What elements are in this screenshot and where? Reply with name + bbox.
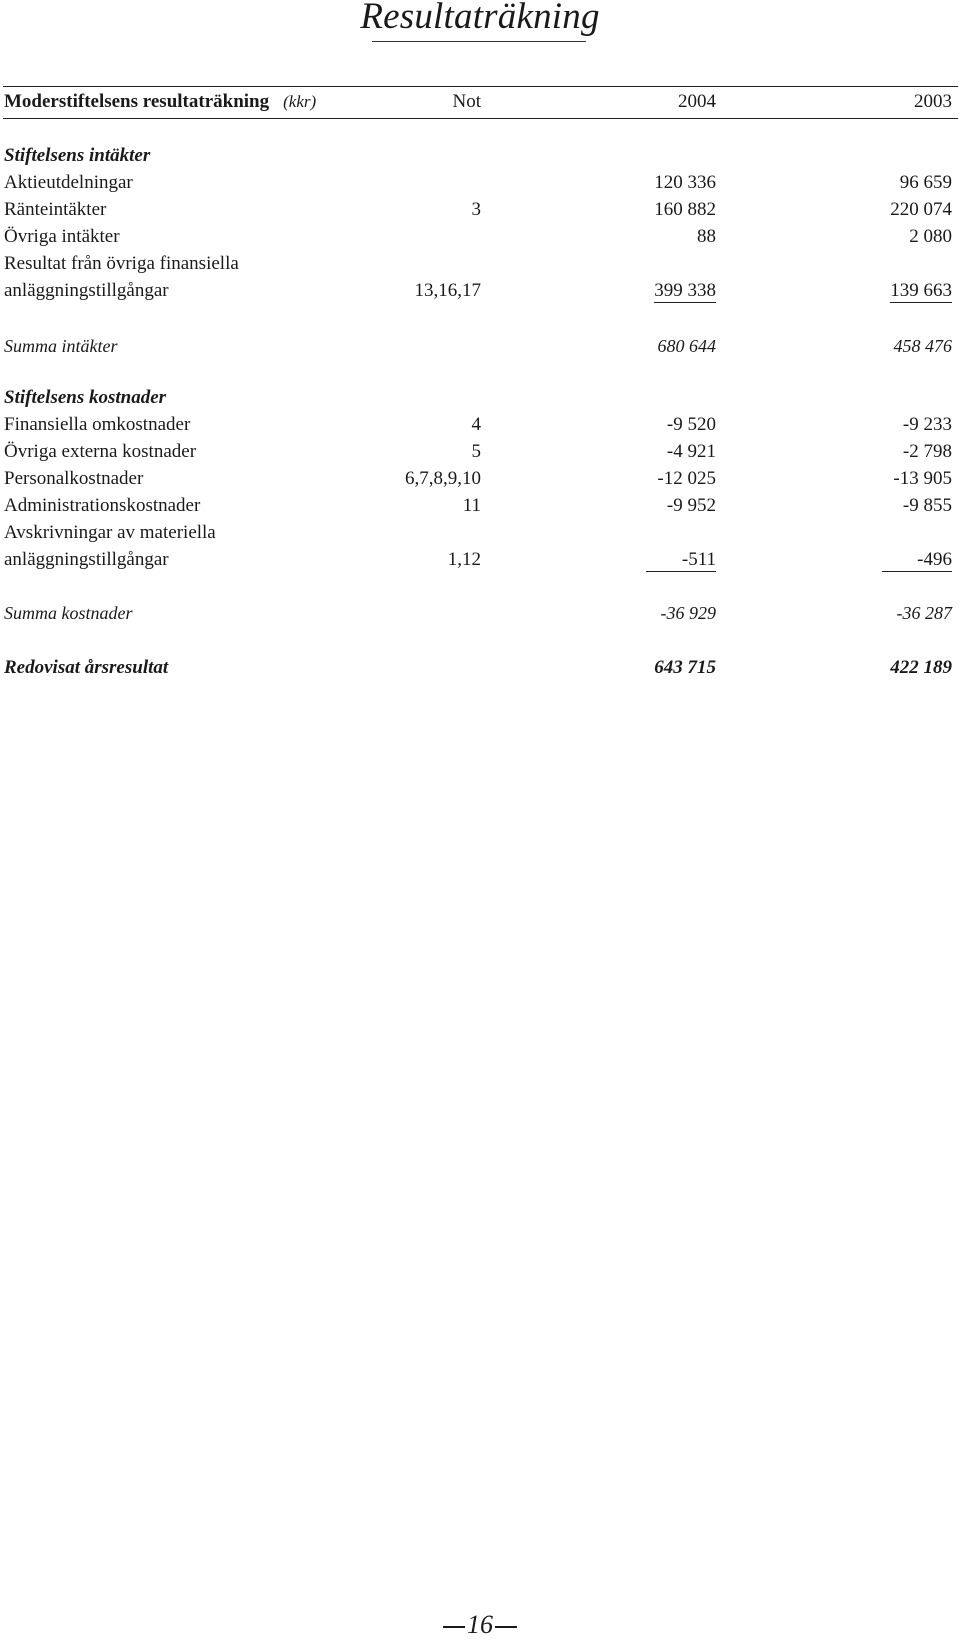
- table-row: [0, 251, 960, 277]
- row-label: anläggningstillgångar: [4, 549, 169, 570]
- row-value-2004: 88: [697, 226, 716, 247]
- table-row: [0, 439, 960, 465]
- row-value-2003: 96 659: [899, 172, 952, 193]
- costs-sum-2004: -36 929: [660, 603, 716, 623]
- note-column-header: Not: [452, 91, 481, 112]
- row-label: anläggningstillgångar: [4, 280, 169, 301]
- row-label: Resultat från övriga finansiella: [4, 253, 239, 274]
- row-value-2004: -9 520: [666, 414, 716, 435]
- page-number-text: 16: [467, 1610, 493, 1639]
- row-label: Ränteintäkter: [4, 199, 107, 220]
- dash-right: [495, 1626, 517, 1628]
- costs-sum-label: Summa kostnader: [4, 603, 133, 623]
- costs-section-title: Stiftelsens kostnader: [4, 387, 167, 408]
- page-title: Resultaträkning: [360, 0, 600, 37]
- row-note: 11: [462, 495, 481, 516]
- row-note: 6,7,8,9,10: [405, 468, 481, 489]
- row-label: Aktieutdelningar: [4, 172, 133, 193]
- income-section-title: Stiftelsens intäkter: [4, 145, 151, 166]
- row-value-2004: 160 882: [654, 199, 716, 220]
- row-value-2004: -511: [646, 547, 716, 573]
- income-section: [0, 143, 960, 169]
- row-value-2004: -4 921: [666, 441, 716, 462]
- row-value-2004: 399 338: [654, 280, 716, 301]
- income-sum-row: [0, 333, 960, 359]
- row-value-2003: -496: [882, 547, 952, 573]
- table-header-title: Moderstiftelsens resultaträkning (kkr): [4, 91, 317, 112]
- row-label: Övriga intäkter: [4, 226, 120, 247]
- row-label: Personalkostnader: [4, 468, 144, 489]
- title-underline: [372, 41, 586, 42]
- table-row: [0, 224, 960, 250]
- costs-sum-2003: -36 287: [896, 603, 952, 623]
- page-number: [0, 1612, 960, 1638]
- row-note: 3: [471, 199, 481, 220]
- row-value-2003: -2 798: [902, 441, 952, 462]
- row-value-2003: 220 074: [890, 199, 952, 220]
- row-value-2004: 120 336: [654, 172, 716, 193]
- table-header: [0, 89, 960, 115]
- row-note: 1,12: [447, 549, 481, 570]
- unit-label: (kkr): [283, 92, 317, 111]
- result-label: Redovisat årsresultat: [4, 657, 169, 678]
- result-2004: 643 715: [654, 657, 716, 678]
- row-value-2003: 2 080: [909, 226, 952, 247]
- table-row: [0, 170, 960, 196]
- row-label: Administrationskostnader: [4, 495, 201, 516]
- row-value-2004: -12 025: [657, 468, 716, 489]
- income-sum-label: Summa intäkter: [4, 336, 118, 356]
- costs-section: [0, 385, 960, 411]
- row-note: 13,16,17: [414, 280, 481, 301]
- table-row: [0, 547, 960, 573]
- row-note: 4: [471, 414, 481, 435]
- table-row: [0, 278, 960, 304]
- row-value-2004: -9 952: [666, 495, 716, 516]
- table-row: [0, 493, 960, 519]
- table-row: [0, 197, 960, 223]
- costs-sum-row: [0, 600, 960, 626]
- row-value-2003: -13 905: [893, 468, 952, 489]
- row-value-2003: -9 233: [902, 414, 952, 435]
- table-row: [0, 466, 960, 492]
- row-note: 5: [471, 441, 481, 462]
- result-row: [0, 655, 960, 681]
- table-row: [0, 412, 960, 438]
- row-value-2003: -9 855: [902, 495, 952, 516]
- row-label: Avskrivningar av materiella: [4, 522, 216, 543]
- header-top-rule: [3, 86, 958, 87]
- row-label: Finansiella omkostnader: [4, 414, 191, 435]
- year-2003-header: 2003: [914, 91, 952, 112]
- table-row: [0, 520, 960, 546]
- header-bottom-rule: [3, 118, 958, 119]
- row-value-2003: 139 663: [890, 280, 952, 301]
- dash-left: [443, 1626, 465, 1628]
- result-2003: 422 189: [890, 657, 952, 678]
- year-2004-header: 2004: [678, 91, 716, 112]
- row-label: Övriga externa kostnader: [4, 441, 197, 462]
- income-sum-2004: 680 644: [657, 336, 716, 356]
- income-sum-2003: 458 476: [893, 336, 952, 356]
